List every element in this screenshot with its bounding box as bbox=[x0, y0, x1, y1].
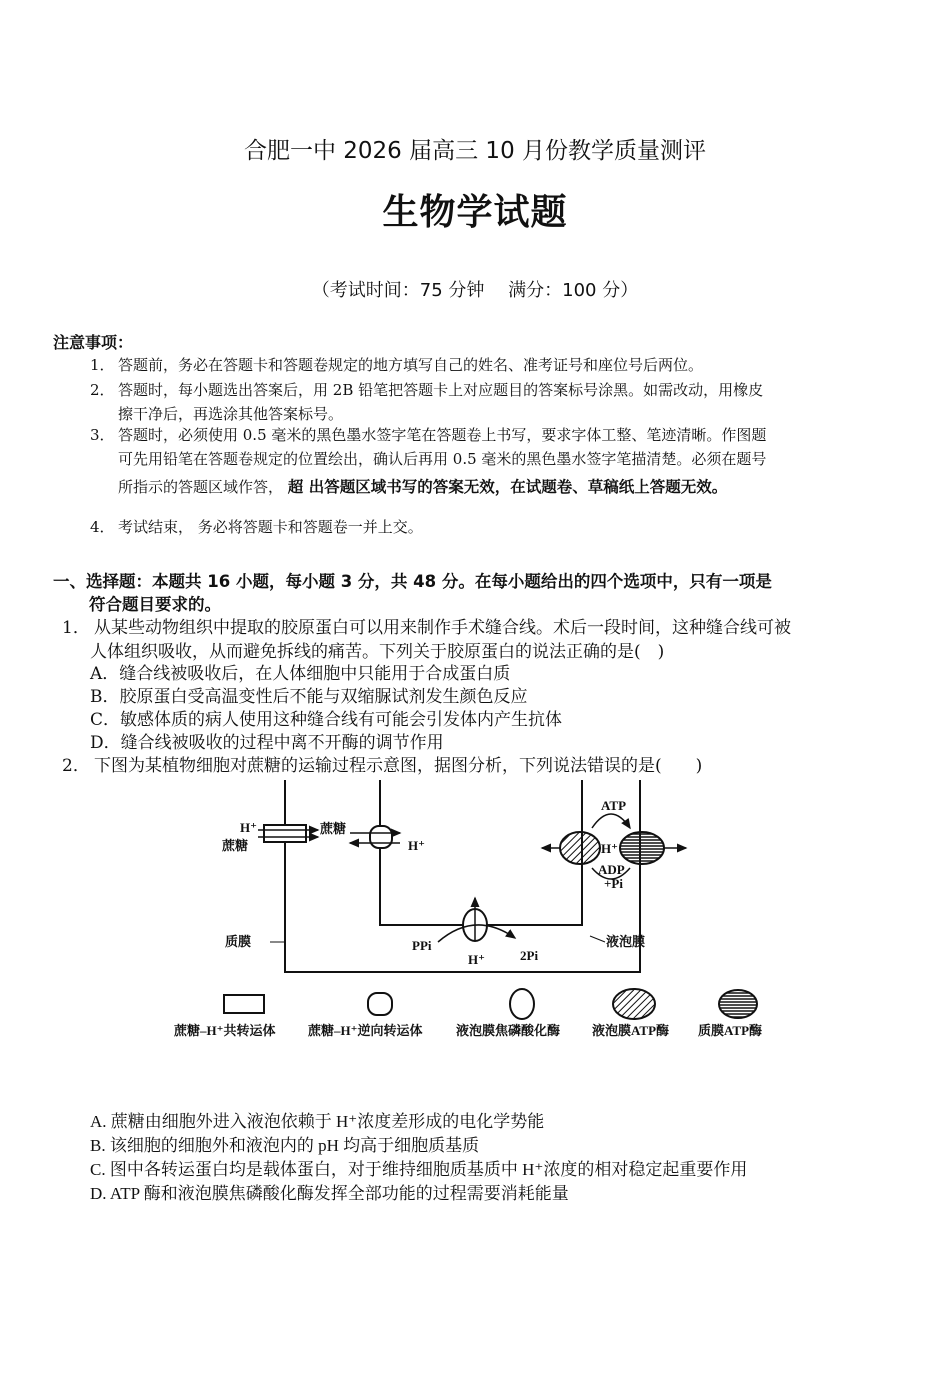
section-heading bbox=[53, 570, 903, 616]
symporter bbox=[264, 825, 306, 842]
question-number: 2． bbox=[62, 756, 90, 776]
notice-item-2 bbox=[90, 378, 900, 426]
legend-symporter-shape bbox=[224, 995, 264, 1013]
plasma-atpase bbox=[620, 832, 664, 864]
antiporter bbox=[370, 826, 392, 848]
sucrose-transport-diagram bbox=[160, 770, 800, 1050]
notice-text bbox=[90, 475, 900, 499]
notice-number: 3． bbox=[90, 426, 115, 444]
page-title: 生物学试题 bbox=[382, 192, 568, 233]
q1-option-d: D．缝合线被吸收的过程中离不开酶的调节作用 bbox=[90, 733, 444, 753]
exam-info: （考试时间：75 分钟 满分：100 分） bbox=[311, 280, 639, 301]
label-sucrose-inner: 蔗糖 bbox=[320, 821, 347, 836]
q1-option-c: C．敏感体质的病人使用这种缝合线有可能会引发体内产生抗体 bbox=[90, 710, 563, 730]
plasma-membrane bbox=[285, 780, 640, 972]
q1-option-a: A．缝合线被吸收后，在人体细胞中只能用于合成蛋白质 bbox=[90, 664, 511, 684]
label-atp: ATP bbox=[601, 798, 627, 813]
label-adp: ADP bbox=[598, 862, 625, 877]
notice-text: 考试结束， 务必将答题卡和答题卷一并上交。 bbox=[118, 518, 423, 536]
notice-number: 1． bbox=[90, 356, 115, 374]
section-line-1: 一、选择题：本题共 16 小题，每小题 3 分，共 48 分。在每小题给出的四个选项中，只有一项是 bbox=[53, 572, 772, 591]
section-line-2: 符合题目要求的。 bbox=[89, 595, 221, 614]
label-sucrose: 蔗糖 bbox=[222, 838, 249, 853]
notice-text: 可先用铅笔在答题卷规定的位置绘出，确认后再用 0.5 毫米的黑色墨水签字笔描清楚。必须在题号 bbox=[118, 450, 767, 468]
notice-text: 答题时，必须使用 0.5 毫米的黑色墨水签字笔在答题卷上书写，要求字体工整、笔迹清晰。作图题 bbox=[118, 426, 767, 444]
legend-pyrophosphatase-shape bbox=[510, 989, 534, 1019]
label-plasma-membrane: 质膜 bbox=[225, 934, 252, 949]
question-stem: 从某些动物组织中提取的胶原蛋白可以用来制作手术缝合线。术后一段时间，这种缝合线可被 bbox=[94, 618, 791, 638]
question-stem: 人体组织吸收，从而避免拆线的痛苦。下列关于胶原蛋白的说法正确的是( ) bbox=[90, 641, 665, 662]
q2-option-c: C. 图中各转运蛋白均是载体蛋白，对于维持细胞质基质中 H⁺浓度的相对稳定起重要作用 bbox=[90, 1160, 748, 1179]
notice-item-4 bbox=[90, 515, 900, 539]
legend-antiporter: 蔗糖–H⁺逆向转运体 bbox=[308, 1023, 423, 1038]
label-h-bottom: H⁺ bbox=[468, 952, 485, 967]
legend-symporter: 蔗糖–H⁺共转运体 bbox=[174, 1023, 276, 1038]
notice-text: 擦干净后，再选涂其他答案标号。 bbox=[118, 405, 344, 423]
notice-text-part: 所指示的答题区域作答， bbox=[118, 478, 284, 496]
vacuole-atpase bbox=[560, 832, 600, 864]
label-h-plus: H⁺ bbox=[240, 820, 257, 835]
question-stem: 下图为某植物细胞对蔗糖的运输过程示意图，据图分析，下列说法错误的是( ) bbox=[94, 756, 703, 776]
label-2pi: 2Pi bbox=[520, 948, 539, 963]
legend-plasma-atpase-shape bbox=[719, 990, 757, 1018]
notice-heading: 注意事项： bbox=[53, 333, 134, 352]
q2-option-a: A. 蔗糖由细胞外进入液泡依赖于 H⁺浓度差形成的电化学势能 bbox=[90, 1112, 545, 1131]
legend-vacuole-atpase-shape bbox=[613, 989, 655, 1019]
question-number: 1． bbox=[62, 618, 90, 638]
notice-item-3 bbox=[90, 423, 900, 499]
notice-item-1 bbox=[90, 353, 900, 377]
notice-number: 4． bbox=[90, 518, 115, 536]
label-pi: +Pi bbox=[604, 876, 623, 891]
legend-antiporter-shape bbox=[368, 993, 392, 1015]
label-h-out: H⁺ bbox=[408, 838, 425, 853]
label-vacuole-membrane: 液泡膜 bbox=[606, 934, 646, 949]
notice-warning: 超 出答题区域书写的答案无效，在试题卷、草稿纸上答题无效。 bbox=[287, 478, 728, 496]
notice-number: 2． bbox=[90, 381, 115, 399]
question-1 bbox=[62, 617, 902, 664]
q1-option-b: B．胶原蛋白受高温变性后不能与双缩脲试剂发生颜色反应 bbox=[90, 687, 528, 707]
legend-pyrophosphatase: 液泡膜焦磷酸化酶 bbox=[456, 1023, 561, 1038]
legend-vacuole-atpase: 液泡膜ATP酶 bbox=[592, 1023, 670, 1038]
notice-text: 答题前，务必在答题卡和答题卷规定的地方填写自己的姓名、准考证号和座位号后两位。 bbox=[118, 356, 704, 374]
q2-option-d: D. ATP 酶和液泡膜焦磷酸化酶发挥全部功能的过程需要消耗能量 bbox=[90, 1184, 569, 1203]
legend-plasma-atpase: 质膜ATP酶 bbox=[698, 1023, 763, 1038]
exam-subtitle: 合肥一中 2026 届高三 10 月份教学质量测评 bbox=[243, 138, 707, 164]
label-h-mid: H⁺ bbox=[601, 841, 618, 856]
label-ppi: PPi bbox=[412, 938, 432, 953]
q2-option-b: B. 该细胞的细胞外和液泡内的 pH 均高于细胞质基质 bbox=[90, 1136, 480, 1155]
notice-text: 答题时，每小题选出答案后，用 2B 铅笔把答题卡上对应题目的答案标号涂黑。如需改动，用橡皮 bbox=[118, 381, 764, 399]
